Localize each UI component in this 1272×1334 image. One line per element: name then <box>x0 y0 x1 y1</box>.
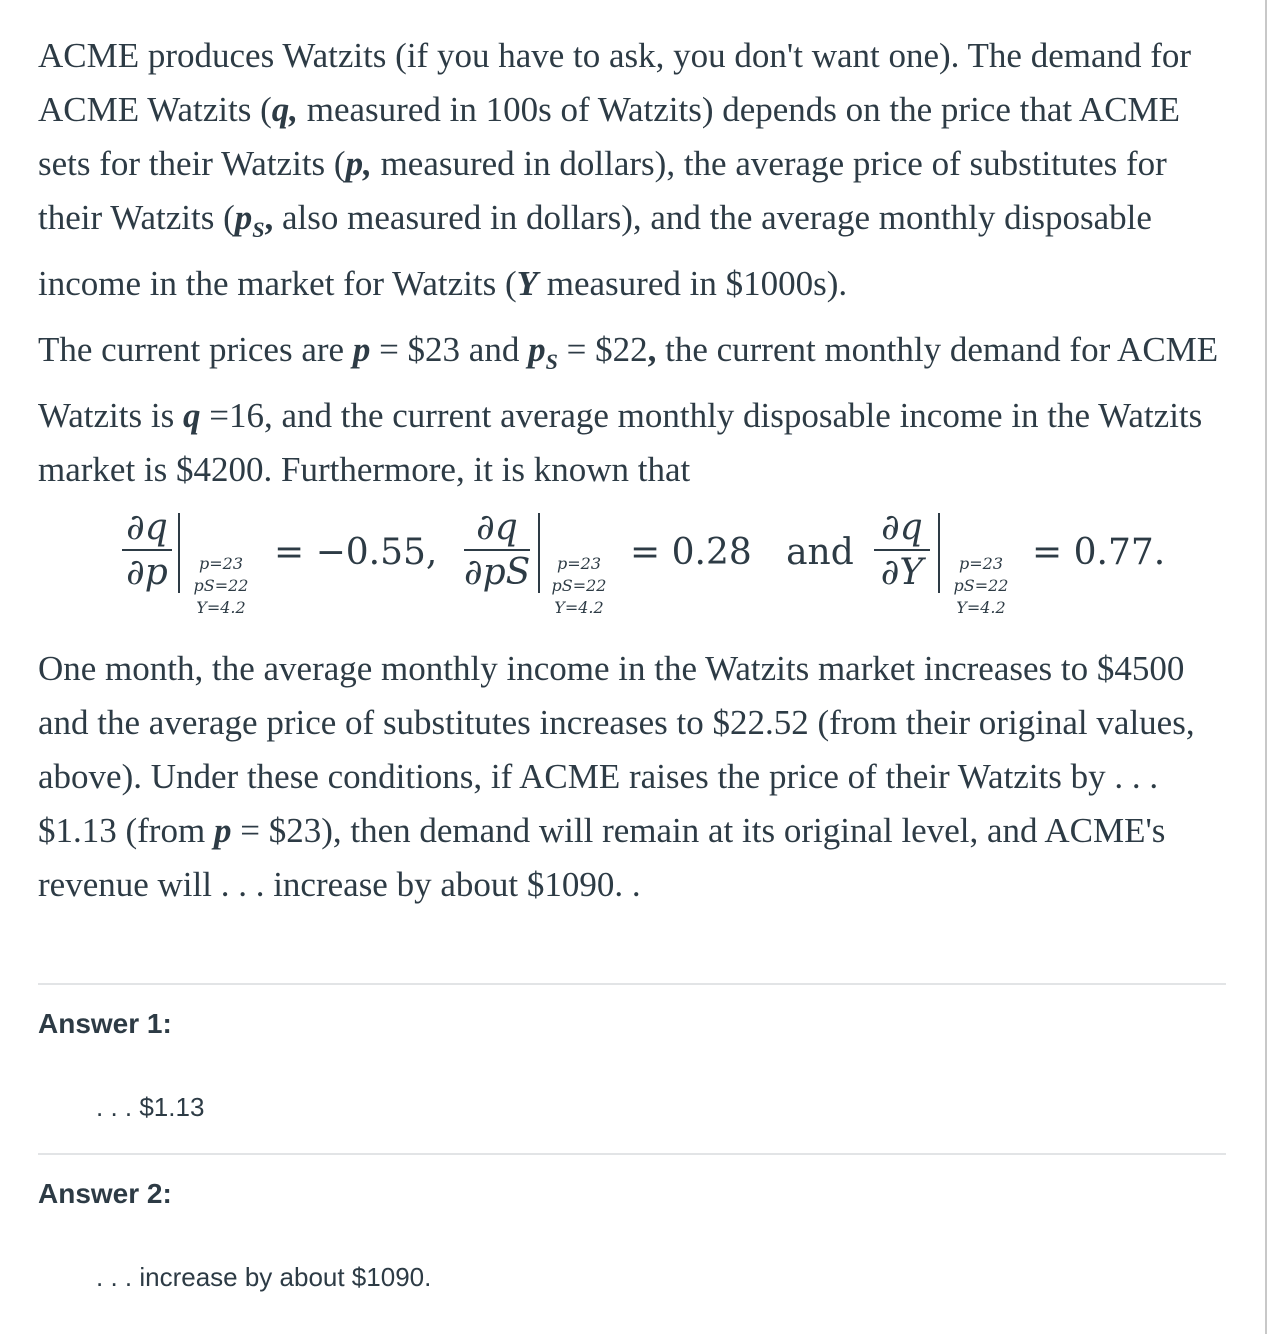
condition-Y: Y=4.2 <box>956 598 1006 617</box>
var-q: q, <box>271 90 298 129</box>
derivative-value: = −0.55, <box>274 532 438 573</box>
text: , <box>264 198 274 237</box>
var-p: p <box>352 330 371 369</box>
text: ACME produces Watzits (if you have to ask, you don't want one). The demand for ACME Watzits ( <box>38 36 1192 129</box>
denominator: ∂pS <box>464 552 531 593</box>
var-ps-sub: S <box>545 349 558 374</box>
text: = $23 and <box>370 330 529 369</box>
numerator: ∂q <box>126 507 168 548</box>
derivative-value: = 0.77. <box>1032 532 1166 573</box>
var-Y: Y <box>516 264 538 303</box>
numerator: ∂q <box>476 507 518 548</box>
condition-ps: pS=22 <box>953 576 1009 595</box>
condition-ps: pS=22 <box>193 576 249 595</box>
question-paragraph-1 <box>38 29 1238 311</box>
condition-p: p=23 <box>958 554 1003 573</box>
text: measured in $1000s). <box>538 264 848 303</box>
var-ps-sub: S <box>252 217 265 242</box>
evaluation-conditions <box>186 553 256 619</box>
derivative-fraction <box>122 509 172 593</box>
text: measured in dollars), the average price of substitutes for their Watzits ( <box>38 144 1167 237</box>
derivative-value: = 0.28 and <box>630 532 854 573</box>
var-p: p <box>213 811 232 850</box>
derivative-fraction <box>874 509 930 593</box>
text: = $22 <box>557 330 648 369</box>
text: = $23), then demand will remain at its original level, and ACME's revenue will . . . increase by about $1090. . <box>38 811 1166 904</box>
evaluation-conditions <box>544 553 614 619</box>
divider <box>38 1153 1226 1155</box>
text: =16, and the current average monthly disposable income in the Watzits market is $4200. Furthermore, it is known that <box>38 396 1203 489</box>
answer-1-label: Answer 1: <box>38 1008 172 1039</box>
numerator: ∂q <box>881 507 923 548</box>
condition-ps: pS=22 <box>551 576 607 595</box>
partial-derivatives-equation <box>0 505 1265 625</box>
divider <box>38 983 1226 985</box>
text: One month, the average monthly income in the Watzits market increases to $4500 and the average price of substitutes increases to $22.52 (from their original values, above). Under these conditions, if ACME raises the price of their Watzits by . . . $1.13 (from <box>38 649 1195 850</box>
var-q: q <box>182 396 201 435</box>
text: the current monthly demand for ACME Watzits is <box>38 330 1219 435</box>
question-paragraph-3 <box>38 642 1218 912</box>
question-paragraph-2 <box>38 323 1238 497</box>
var-ps: p <box>528 330 546 369</box>
text: also measured in dollars), and the average monthly disposable income in the market for Watzits ( <box>38 198 1152 303</box>
condition-p: p=23 <box>556 554 601 573</box>
text: measured in 100s of Watzits) depends on the price that ACME sets for their Watzits ( <box>38 90 1181 183</box>
condition-Y: Y=4.2 <box>554 598 604 617</box>
answer-1-value: . . . $1.13 <box>96 1092 205 1122</box>
text: , <box>647 330 657 369</box>
condition-Y: Y=4.2 <box>196 598 246 617</box>
denominator: ∂p <box>126 552 168 593</box>
evaluation-conditions <box>946 553 1016 619</box>
answer-2-value: . . . increase by about $1090. <box>96 1262 432 1292</box>
var-ps: p <box>234 198 253 237</box>
condition-p: p=23 <box>198 554 243 573</box>
denominator: ∂Y <box>880 552 924 593</box>
answer-2-label: Answer 2: <box>38 1178 172 1209</box>
var-p: p, <box>345 144 372 183</box>
text: The current prices are <box>38 330 353 369</box>
derivative-fraction <box>464 509 530 593</box>
